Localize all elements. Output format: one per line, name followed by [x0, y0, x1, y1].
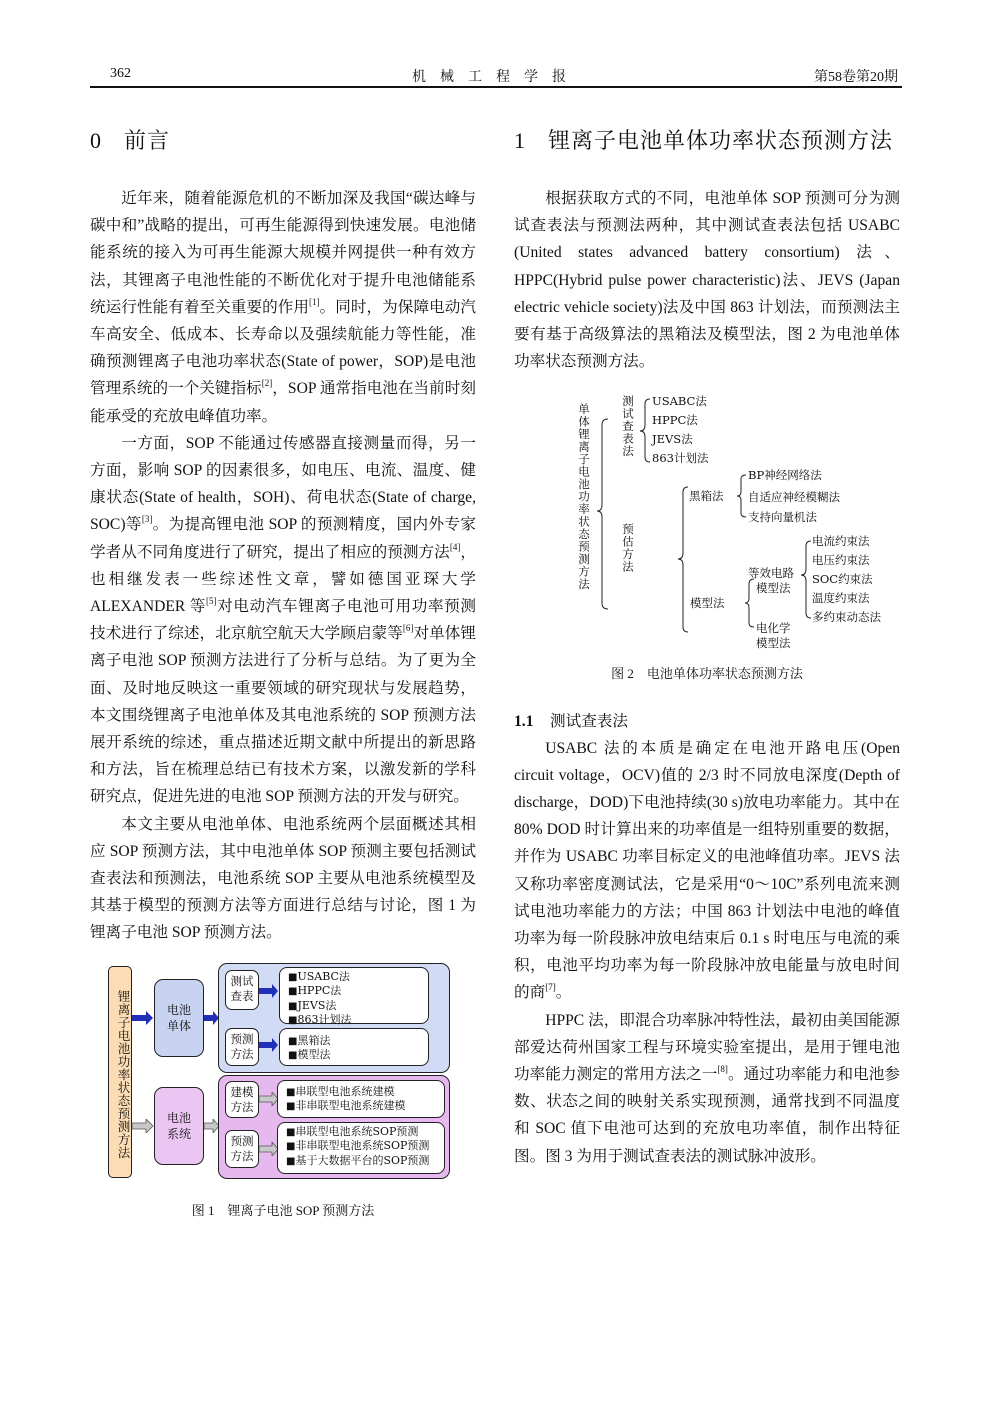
fig2-leaf: BP神经网络法 [748, 468, 822, 483]
fig2-root-label: 单体锂离子电池功率状态预测方法 [577, 403, 591, 591]
fig1-list-modeling: ■ 串联型电池系统建模 ■ 非串联型电池系统建模 [277, 1080, 445, 1118]
subsection-heading-1-1: 1.1 测试查表法 [514, 712, 628, 730]
fig2-leaf: 电流约束法 [812, 534, 870, 549]
fig1-cell-box: 电池单体 [154, 979, 204, 1057]
blue-arrow-icon [132, 1011, 154, 1025]
fig1-list-system-predict: ■ 串联型电池系统SOP预测 ■ 非串联型电池系统SOP预测 ■ 基于大数据平台的SOP预测 [277, 1122, 445, 1174]
fig2-blackbox-label: 黑箱法 [689, 489, 724, 504]
fig2-leaf: USABC法 [652, 394, 707, 409]
blue-arrow-icon [259, 1038, 279, 1052]
fig2-leaf: 多约束动态法 [812, 610, 881, 625]
fig2-leaf: 支持向量机法 [748, 510, 817, 525]
fig1-list-test-lookup: ■ USABC法 ■ HPPC法 ■ JEVS法 ■ 863计划法 [279, 967, 429, 1024]
fig1-label-system-predict: 预测方法 [225, 1130, 259, 1168]
paragraph: 本文主要从电池单体、电池系统两个层面概述其相应 SOP 预测方法，其中电池单体 SOP 预测主要包括测试查表法和预测法，电池系统 SOP 主要从电池系统模型及其基于模型的预测方法等方面进行总结与讨论，图 1 为锂离子电池 SOP 预测方法。 [90, 815, 476, 942]
fig2-test-lookup-label: 测试查表法 [621, 395, 635, 458]
fig2-leaf: JEVS法 [652, 432, 693, 447]
fig2-predict-label: 预估方法 [621, 523, 635, 574]
fig2-model-label: 模型法 [690, 596, 725, 611]
fig2-leaf: HPPC法 [652, 413, 698, 428]
fig1-label-predict: 预测方法 [225, 1028, 259, 1066]
figure-2-caption: 图 2 电池单体功率状态预测方法 [611, 666, 803, 682]
fig1-cell-group [218, 963, 450, 1073]
fig2-ecm-label-1: 等效电路 [748, 566, 794, 581]
figure-1-diagram [108, 961, 458, 1183]
figure-2-tree-diagram [566, 394, 881, 651]
fig2-leaf: 电压约束法 [812, 553, 870, 568]
blue-arrow-icon [259, 984, 279, 998]
journal-name: 机械工程学报 [412, 70, 580, 85]
fig1-system-box: 电池系统 [154, 1087, 204, 1165]
left-column [90, 120, 476, 1224]
paragraph: HPPC 法，即混合功率脉冲特性法，最初由美国能源部爱达荷州国家工程与环境实验室提出，是用于锂电池功率能力测定的常用方法之一[8]。通过功率能力和电池参数、状态之间的映射关系实现预测，通常找到不同温度和 SOC 值下电池可达到的充放电功率值，制作出特征图。图 3 为用于测试查表法的测试脉冲波形。 [514, 1011, 900, 1165]
paragraph: 近年来，随着能源危机的不断加深及我国“碳达峰与碳中和”战略的提出，可再生能源得到快速发展。电池储能系统的接入为可再生能源大规模并网提供一种有效方法，其锂离子电池性能的不断优化对于提升电池储能系统运行性能有着至关重要的作用[1]。同时，为保障电动汽车高安全、低成本、长寿命以及强续航能力等性能，准确预测锂离子电池功率状态(State of power，SOP)是电池管理系统的一个关键指标[2]，SOP 通常指电池在当前时刻能承受的充放电峰值功率。 [90, 190, 476, 425]
fig2-leaf: 温度约束法 [812, 591, 870, 606]
fig1-list-predict: ■ 黑箱法 ■ 模型法 [279, 1028, 429, 1066]
fig2-ecm-label-2: 模型法 [756, 581, 791, 596]
section-heading-1: 1 锂离子电池单体功率状态预测方法 [514, 128, 894, 153]
gray-arrow-icon [259, 1092, 279, 1106]
fig1-label-modeling: 建模方法 [225, 1081, 259, 1118]
paragraph: 根据获取方式的不同，电池单体 SOP 预测可分为测试查表法与预测法两种，其中测试查表法包括 USABC (United states advanced battery consortium) 法、HPPC(Hybrid pulse power characteristic)法、JEVS (Japan electric vehicle society)法及中国 863 计划法，而预测法主要有基于高级算法的黑箱法及模型法，图 2 为电池单体功率状态预测方法。 [514, 190, 900, 371]
fig2-leaf: 863计划法 [652, 451, 709, 466]
fig1-label-test-lookup: 测试查表 [225, 970, 259, 1010]
figure-1-caption: 图 1 锂离子电池 SOP 预测方法 [191, 1202, 375, 1218]
paragraph: 一方面，SOP 不能通过传感器直接测量而得，另一方面，影响 SOP 的因素很多，如电压、电流、温度、健康状态(State of health，SOH)、荷电状态(State of charge, SOC)等[3]。为提高锂电池 SOP 的预测精度，国内外专家学者从不同角度进行了研究，提出了相应的预测方法[4]，也相继发表一些综述性文章，譬如德国亚琛大学 ALEXANDER 等[5]对电动汽车锂离子电池可用功率预测技术进行了综述，北京航空航天大学顾启蒙等[6]对单体锂离子电池 SOP 预测方法进行了分析与总结。为了更为全面、及时地反映这一重要领域的研究现状与发展趋势，本文围绕锂离子电池单体及其电池系统的 SOP 预测方法展开系统的综述，重点描述近期文献中所提出的新思路和方法，旨在梳理总结已有技术方案，以激发新的学科研究点，促进先进的电池 SOP 预测方法的开发与研究。 [90, 434, 477, 806]
right-column [514, 120, 900, 1170]
fig2-echem-label-2: 模型法 [756, 636, 791, 651]
gray-arrow-icon [259, 1142, 279, 1156]
gray-arrow-icon [132, 1119, 154, 1133]
fig2-leaf: SOC约束法 [812, 572, 873, 587]
fig2-echem-label-1: 电化学 [756, 621, 791, 636]
fig1-root-label: 锂离子电池功率状态预测方法 [108, 966, 132, 1178]
page-number: 362 [110, 66, 131, 81]
section-heading-0: 0 前言 [90, 128, 171, 153]
fig1-system-group [218, 1075, 450, 1179]
running-header [90, 64, 902, 88]
paragraph: USABC 法的本质是确定在电池开路电压(Open circuit voltage，OCV)值的 2/3 时不同放电深度(Depth of discharge，DOD)下电池持续(30 s)放电功率能力。其中在 80% DOD 时计算出来的功率值是一组特别重要的数据，并作为 USABC 功率目标定义的电池峰值功率。JEVS 法又称功率密度测试法，它是采用“0～10C”系列电流来测试电池功率能力的方法；中国 863 计划法中电池的峰值功率为每一阶段脉冲放电结束后 0.1 s 时电压与电流的乘积，电池平均功率为每一阶段脉冲放电能量与放电时间的商[7]。 [514, 739, 900, 1002]
fig2-leaf: 自适应神经模糊法 [748, 490, 840, 505]
issue-label: 第58卷第20期 [814, 70, 898, 85]
